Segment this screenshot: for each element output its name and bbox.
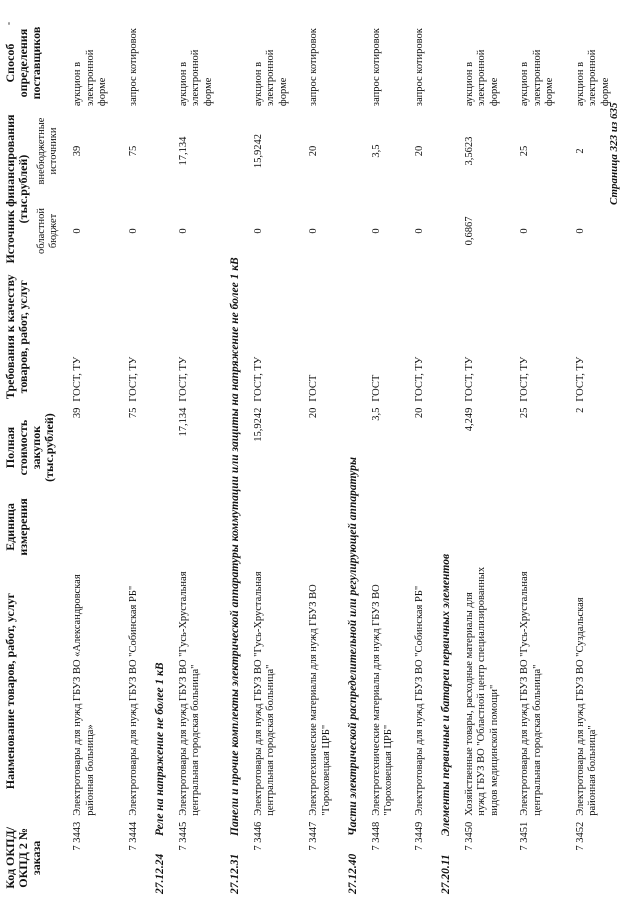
funding-offbudget-value: 75 — [127, 145, 139, 157]
funding-regional-value: 0 — [72, 228, 83, 234]
item-name: Электротовары для нужд ГБУЗ ВО "Гусь-Хрустальная центральная городская больница" — [252, 571, 276, 816]
funding-regional-value: 0 — [308, 228, 319, 234]
funding-regional-value: 0 — [127, 228, 139, 234]
header-funding: Источник финансирования (тыс.рублей) — [3, 114, 30, 264]
funding-offbudget-value: 3,5 — [370, 144, 382, 158]
item-unit — [454, 490, 510, 563]
item-name: Электротовары для нужд ГБУЗ ВО "Собинская РБ" — [413, 585, 425, 816]
header-method: Способ определения поставщиков — [3, 26, 43, 100]
table-row — [454, 17, 510, 897]
funding-regional-value: 0 — [413, 228, 425, 234]
header-name: Наименование товаров, работ, услуг — [3, 592, 17, 790]
group-code: 27.12.24 — [154, 853, 166, 894]
procurement-method: аукцион в электронной форме — [463, 49, 500, 107]
item-unit — [168, 490, 224, 563]
group-title: Панели и прочие комплекты электрической аппаратуры коммутации или защиты на напряжение не более 1 кВ — [229, 257, 241, 836]
item-cost: 4,249 — [463, 407, 475, 432]
group-heading — [434, 17, 454, 897]
funding-regional-value: 0 — [370, 228, 382, 234]
funding-offbudget-value: 3,5623 — [463, 136, 475, 166]
order-number: 7 3443 — [72, 821, 83, 851]
funding-offbudget-value: 39 — [72, 145, 83, 157]
table-row — [243, 17, 299, 897]
item-requirements: ГОСТ — [308, 374, 319, 402]
table-row — [62, 17, 118, 897]
header-code: Код ОКПД/ ОКПД 2 № заказа — [3, 827, 43, 889]
page-number: Страница 323 из 635 — [608, 102, 620, 205]
funding-regional-value: 0 — [177, 228, 189, 234]
table-row — [509, 17, 565, 897]
funding-offbudget-value: 15,9242 — [252, 133, 264, 169]
item-cost: 75 — [127, 407, 139, 419]
procurement-method: аукцион в электронной форме — [177, 49, 214, 107]
item-requirements: ГОСТ, ТУ — [177, 356, 189, 402]
table-row — [298, 17, 341, 897]
order-number: 7 3449 — [413, 821, 425, 851]
item-cost: 3,5 — [370, 407, 382, 421]
item-name: Электротовары для нужд ГБУЗ ВО "Суздальская районная больница" — [574, 597, 598, 816]
order-number: 7 3447 — [308, 821, 319, 851]
group-code: 27.12.40 — [347, 853, 359, 894]
procurement-method: запрос котировок — [127, 28, 139, 107]
header-cost: Полная стоимость закупок (тыс.рублей) — [3, 413, 56, 482]
item-name: Электротехнические материалы для нужд ГБУЗ ВО "Гороховецкая ЦРБ" — [370, 584, 394, 816]
item-requirements: ГОСТ, ТУ — [413, 356, 425, 402]
procurement-table — [2, 17, 620, 897]
item-requirements: ГОСТ, ТУ — [127, 356, 139, 402]
item-requirements: ГОСТ, ТУ — [463, 356, 475, 402]
funding-offbudget-value: 2 — [574, 148, 586, 154]
funding-offbudget-value: 20 — [413, 145, 425, 157]
item-name: Электротовары для нужд ГБУЗ ВО "Собинская РБ" — [127, 585, 139, 816]
item-name: Электротовары для нужд ГБУЗ ВО "Гусь-Хрустальная центральная городская больница" — [519, 571, 543, 816]
group-heading — [223, 17, 243, 897]
item-name: Электротовары для нужд ГБУЗ ВО "Гусь-Хрустальная центральная городская больница" — [177, 571, 201, 816]
funding-regional-value: 0 — [252, 228, 264, 234]
procurement-method: аукцион в электронной форме — [519, 49, 555, 107]
funding-regional-value: 0 — [574, 228, 586, 234]
funding-offbudget-value: 25 — [519, 145, 530, 157]
item-cost: 25 — [519, 407, 530, 419]
item-cost: 17,134 — [177, 407, 189, 437]
item-unit — [298, 490, 341, 563]
group-row — [148, 17, 168, 897]
group-code: 27.12.31 — [229, 853, 241, 894]
item-name: Хозяйственные товары, расходные материалы для нужд ГБУЗ ВО "Областной центр специализированных видов медицинской помощи" — [463, 566, 500, 816]
group-row — [434, 17, 454, 897]
order-number: 7 3451 — [519, 821, 530, 851]
table-row — [118, 17, 149, 897]
header-funding-regional: областной бюджет — [36, 207, 59, 254]
item-requirements: ГОСТ, ТУ — [574, 356, 586, 402]
item-requirements: ГОСТ, ТУ — [72, 356, 83, 402]
item-cost: 20 — [413, 407, 425, 419]
procurement-method: запрос котировок — [308, 28, 319, 107]
group-heading — [148, 17, 168, 897]
group-code: 27.20.11 — [440, 854, 452, 894]
procurement-method: аукцион в электронной форме — [574, 49, 611, 107]
order-number: 7 3450 — [463, 821, 475, 851]
order-number: 7 3445 — [177, 821, 189, 851]
procurement-method: аукцион в электронной форме — [72, 49, 108, 107]
order-number: 7 3444 — [127, 821, 139, 851]
group-title: Элементы первичные и батареи первичных элементов — [440, 553, 452, 836]
group-title: Реле на напряжение не более 1 кВ — [154, 662, 166, 836]
item-unit — [243, 490, 299, 563]
item-cost: 20 — [308, 407, 319, 419]
header-row — [2, 17, 32, 897]
order-number: 7 3448 — [370, 821, 382, 851]
item-unit — [509, 490, 565, 563]
item-unit — [361, 490, 404, 563]
item-cost: 39 — [72, 407, 83, 419]
item-name: Электротехнические материалы для нужд ГБУЗ ВО "Гороховецкая ЦРБ" — [308, 584, 332, 816]
funding-offbudget-value: 20 — [308, 145, 319, 157]
funding-offbudget-value: 17,134 — [177, 136, 189, 166]
item-requirements: ГОСТ, ТУ — [519, 356, 530, 402]
order-number: 7 3452 — [574, 821, 586, 851]
procurement-method: запрос котировок — [413, 28, 425, 107]
item-unit — [565, 490, 621, 563]
table-row — [404, 17, 435, 897]
table-row — [168, 17, 224, 897]
procurement-method: запрос котировок — [370, 28, 382, 107]
item-cost: 15,9242 — [252, 407, 264, 442]
item-cost: 2 — [574, 407, 586, 413]
table-body — [62, 17, 620, 897]
group-row — [223, 17, 243, 897]
item-requirements: ГОСТ, ТУ — [252, 356, 264, 402]
funding-regional-value: 0 — [519, 228, 530, 234]
funding-regional-value: 0,6867 — [463, 216, 475, 246]
table-row — [361, 17, 404, 897]
header-requirements: Требования к качеству товаров, работ, услуг — [3, 274, 30, 400]
order-number: 7 3446 — [252, 821, 264, 851]
procurement-method: аукцион в электронной форме — [252, 49, 289, 107]
header-funding-offbudget: внебюджетные источники — [36, 117, 59, 185]
item-requirements: ГОСТ — [370, 374, 382, 402]
header-unit: Единица измерения — [3, 498, 30, 556]
item-name: Электротовары для нужд ГБУЗ ВО «Александровская районная больница» — [72, 574, 96, 816]
item-unit — [118, 490, 149, 563]
group-row — [341, 17, 361, 897]
group-heading — [341, 17, 361, 897]
item-unit — [62, 490, 118, 563]
item-unit — [404, 490, 435, 563]
group-title: Части электрической распределительной или регулирующей аппаратуры — [347, 457, 359, 836]
